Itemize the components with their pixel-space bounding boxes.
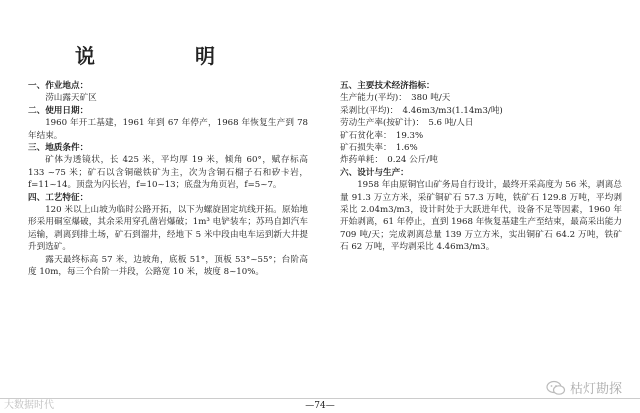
wechat-icon (546, 380, 566, 396)
paragraph: 涝山露天矿区 (45, 93, 97, 104)
indicator-line: 劳动生产率(按矿计)： 5.6 吨/人日 (340, 118, 474, 129)
paragraph: 1960 年开工基建，1961 年到 67 年停产，1968 年恢复生产到 78 年结束。 (28, 118, 308, 141)
section-heading: 二、使用日期： (28, 105, 89, 116)
indicator-line: 采剥比(平均)： 4.46m3/m3(1.14m3/吨) (340, 105, 503, 116)
watermark-text: 枯灯勘探 (569, 382, 622, 397)
paragraph: 120 米以上山坡为临时公路开拓，以下为螺旋固定坑线开拓。原始地形采用硐室爆破，其余采用穿孔凿岩爆破；1m³ 电铲装车；苏玛自卸汽车运输，剥离到排土场，矿石到溜井，经地下 5 米中段由电车运到新大井提升到选矿。 (28, 205, 308, 253)
paragraph: 露天最终标高 57 米，边坡角，底板 51°，顶板 53°~55°；台阶高度 10m，每三个台阶一并段，公路宽 10 米，坡度 8~10%。 (28, 254, 308, 278)
section-heading: 一、作业地点： (28, 81, 89, 91)
paragraph: 矿体为透镜状，长 425 米，平均厚 19 米，倾角 60°，赋存标高 133 ~75 米；矿石以含铜磁铁矿为主，次为含铜石榴子石和矽卡岩，f=11~14。顶盘为闪长岩，f=10~13；底盘为角页岩，f=5~7。 (28, 155, 308, 191)
indicator-line: 矿石贫化率： 19.3% (340, 130, 424, 141)
indicator-line: 炸药单耗： 0.24 公斤/吨 (340, 155, 438, 166)
design-paragraph: 1958 年由原铜官山矿务局自行设计，最终开采高度为 56 米，剥离总量 91.3 万立方米，采矿铜矿石 57.3 万吨，铁矿石 129.8 万吨，平均剥采比 2.04m3/m3，设计时处于大跃进年代，设备不足等因素，1960 年开始剥离，61 年停止，直到 1968 年恢复基建生产至结束，最高采出能力 709 吨/天；完成剥离总量 139 万立方米，实出铜矿石 64.2 万吨，铁矿石 62 万吨，平均剥采比 4.46m3/m3。 (340, 180, 622, 253)
left-column (28, 80, 308, 279)
page-number: —74— (305, 401, 335, 411)
indicator-line: 生产能力(平均)： 380 吨/天 (340, 93, 451, 104)
footer-divider (0, 398, 640, 399)
indicator-line: 矿石损失率： 1.6% (340, 143, 418, 154)
page-title: 说 明 (75, 44, 255, 68)
watermark-left: 大数据时代 (4, 400, 54, 411)
section-heading-design: 六、设计与生产： (340, 167, 409, 178)
right-column (340, 80, 622, 254)
section-heading: 四、工艺特征： (28, 192, 89, 203)
section-heading-indicators: 五、主要技术经济指标： (340, 81, 435, 91)
watermark-right (546, 378, 622, 397)
section-heading: 三、地质条件： (28, 143, 89, 154)
